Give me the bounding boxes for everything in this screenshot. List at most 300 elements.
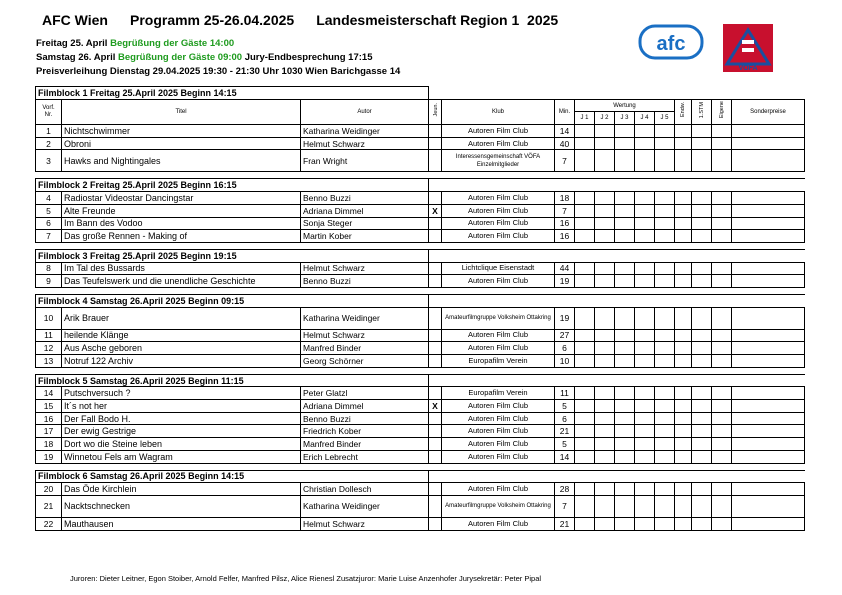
score-cell	[675, 230, 692, 243]
score-cell	[595, 400, 615, 413]
film-number: 18	[36, 438, 62, 451]
film-number: 21	[36, 495, 62, 517]
film-club: Interessensgemeinschaft VÖFA Einzelmitglieder	[442, 150, 555, 172]
score-cell	[675, 204, 692, 217]
score-cell	[635, 450, 655, 463]
score-cell	[692, 517, 712, 530]
score-cell	[615, 412, 635, 425]
film-number: 10	[36, 307, 62, 329]
film-club: Lichtclique Eisenstadt	[442, 262, 555, 275]
block-header-spacer	[429, 374, 805, 387]
block-gap-cell	[36, 172, 805, 179]
score-cell	[675, 495, 692, 517]
film-jeun-mark	[429, 230, 442, 243]
film-author: Martin Kober	[301, 230, 429, 243]
film-jeun-mark	[429, 425, 442, 438]
film-author: Katharina Weidinger	[301, 495, 429, 517]
score-cell	[595, 517, 615, 530]
film-row	[36, 329, 805, 342]
film-number: 9	[36, 275, 62, 288]
score-cell	[732, 137, 805, 150]
score-cell	[595, 342, 615, 355]
score-cell	[732, 230, 805, 243]
score-cell	[655, 495, 675, 517]
score-cell	[655, 204, 675, 217]
score-cell	[712, 400, 732, 413]
col-titel: Titel	[62, 99, 301, 124]
film-number: 12	[36, 342, 62, 355]
score-cell	[732, 495, 805, 517]
score-cell	[615, 150, 635, 172]
score-cell	[675, 307, 692, 329]
score-cell	[675, 262, 692, 275]
score-cell	[655, 355, 675, 368]
score-cell	[615, 217, 635, 230]
score-cell	[595, 355, 615, 368]
score-cell	[575, 495, 595, 517]
score-cell	[635, 387, 655, 400]
score-cell	[595, 192, 615, 205]
col-endw-label: Endw.	[680, 102, 686, 118]
score-cell	[575, 262, 595, 275]
film-jeun-mark	[429, 517, 442, 530]
score-cell	[655, 192, 675, 205]
film-number: 11	[36, 329, 62, 342]
score-cell	[615, 137, 635, 150]
score-cell	[635, 438, 655, 451]
score-cell	[635, 192, 655, 205]
film-number: 8	[36, 262, 62, 275]
film-jeun-mark: X	[429, 400, 442, 413]
film-jeun-mark	[429, 192, 442, 205]
score-cell	[595, 307, 615, 329]
film-minutes: 28	[555, 483, 575, 496]
score-cell	[732, 275, 805, 288]
col-eigene	[712, 99, 732, 124]
film-club: Autoren Film Club	[442, 137, 555, 150]
film-number: 1	[36, 125, 62, 138]
film-row	[36, 438, 805, 451]
score-cell	[615, 307, 635, 329]
block-header-spacer	[429, 294, 805, 307]
film-author: Manfred Binder	[301, 438, 429, 451]
championship-title: Landesmeisterschaft Region 1 2025	[316, 12, 559, 28]
film-author: Peter Glatzl	[301, 387, 429, 400]
score-cell	[692, 483, 712, 496]
score-cell	[732, 262, 805, 275]
block-gap	[36, 463, 805, 470]
block-header-spacer	[429, 470, 805, 483]
score-cell	[575, 342, 595, 355]
film-number: 5	[36, 204, 62, 217]
film-row	[36, 217, 805, 230]
score-cell	[732, 217, 805, 230]
film-club: Europafilm Verein	[442, 387, 555, 400]
score-cell	[615, 275, 635, 288]
film-title: Nacktschnecken	[62, 495, 301, 517]
film-author: Helmut Schwarz	[301, 262, 429, 275]
film-title: Obroni	[62, 137, 301, 150]
film-club: Amateurfilmgruppe Volksheim Ottakring	[442, 307, 555, 329]
film-club: Autoren Film Club	[442, 425, 555, 438]
film-jeun-mark	[429, 275, 442, 288]
score-cell	[732, 438, 805, 451]
score-cell	[732, 425, 805, 438]
score-cell	[655, 483, 675, 496]
block-label: Filmblock 4 Samstag 26.April 2025 Beginn 09:15	[36, 294, 429, 307]
score-cell	[732, 387, 805, 400]
score-cell	[692, 495, 712, 517]
score-cell	[595, 495, 615, 517]
score-cell	[732, 355, 805, 368]
score-cell	[712, 412, 732, 425]
film-minutes: 6	[555, 342, 575, 355]
score-cell	[635, 137, 655, 150]
film-row	[36, 495, 805, 517]
film-jeun-mark	[429, 355, 442, 368]
score-cell	[712, 483, 732, 496]
col-endw	[675, 99, 692, 124]
film-title: Das Teufelswerk und die unendliche Geschichte	[62, 275, 301, 288]
score-cell	[692, 137, 712, 150]
score-cell	[635, 495, 655, 517]
score-cell	[655, 412, 675, 425]
score-cell	[692, 125, 712, 138]
film-minutes: 44	[555, 262, 575, 275]
block-header-spacer	[429, 87, 805, 100]
score-cell	[732, 412, 805, 425]
block-label: Filmblock 5 Samstag 26.April 2025 Beginn 11:15	[36, 374, 429, 387]
score-cell	[675, 125, 692, 138]
film-club: Autoren Film Club	[442, 483, 555, 496]
score-cell	[712, 342, 732, 355]
block-header	[36, 179, 805, 192]
score-cell	[692, 217, 712, 230]
score-cell	[655, 230, 675, 243]
score-cell	[675, 450, 692, 463]
film-jeun-mark	[429, 329, 442, 342]
score-cell	[575, 387, 595, 400]
info-line-friday: Freitag 25. April Begrüßung der Gäste 14:00	[36, 38, 235, 49]
score-cell	[595, 275, 615, 288]
block-label: Filmblock 3 Freitag 25.April 2025 Beginn 19:15	[36, 249, 429, 262]
score-cell	[655, 342, 675, 355]
score-cell	[712, 355, 732, 368]
film-title: Aus Asche geboren	[62, 342, 301, 355]
film-title: Alte Freunde	[62, 204, 301, 217]
film-club: Autoren Film Club	[442, 192, 555, 205]
block-gap-cell	[36, 367, 805, 374]
film-author: Georg Schörner	[301, 355, 429, 368]
film-title: Mauthausen	[62, 517, 301, 530]
col-juror-2: J 2	[595, 112, 615, 125]
score-cell	[615, 204, 635, 217]
film-number: 7	[36, 230, 62, 243]
score-cell	[655, 307, 675, 329]
score-cell	[692, 307, 712, 329]
block-gap-cell	[36, 463, 805, 470]
score-cell	[692, 400, 712, 413]
page-title	[42, 12, 580, 28]
film-author: Helmut Schwarz	[301, 517, 429, 530]
score-cell	[595, 387, 615, 400]
score-cell	[732, 329, 805, 342]
film-minutes: 6	[555, 412, 575, 425]
film-title: Notruf 122 Archiv	[62, 355, 301, 368]
col-stm-label: 1.STM	[698, 101, 705, 118]
block-gap	[36, 367, 805, 374]
score-cell	[732, 125, 805, 138]
score-cell	[635, 517, 655, 530]
svg-text:afc: afc	[656, 33, 686, 55]
film-minutes: 27	[555, 329, 575, 342]
score-cell	[675, 425, 692, 438]
score-cell	[595, 483, 615, 496]
film-author: Benno Buzzi	[301, 412, 429, 425]
score-cell	[615, 483, 635, 496]
score-cell	[635, 217, 655, 230]
score-cell	[615, 262, 635, 275]
film-title: Im Tal des Bussards	[62, 262, 301, 275]
film-number: 2	[36, 137, 62, 150]
score-cell	[575, 400, 595, 413]
score-cell	[692, 192, 712, 205]
score-cell	[692, 329, 712, 342]
film-club: Autoren Film Club	[442, 217, 555, 230]
block-header	[36, 470, 805, 483]
film-author: Benno Buzzi	[301, 275, 429, 288]
score-cell	[712, 217, 732, 230]
score-cell	[575, 125, 595, 138]
score-cell	[655, 517, 675, 530]
score-cell	[675, 517, 692, 530]
score-cell	[575, 192, 595, 205]
film-club: Autoren Film Club	[442, 275, 555, 288]
film-jeun-mark	[429, 125, 442, 138]
score-cell	[615, 125, 635, 138]
film-title: Nichtschwimmer	[62, 125, 301, 138]
film-jeun-mark	[429, 450, 442, 463]
programm-dates: Programm 25-26.04.2025	[129, 12, 295, 28]
film-jeun-mark	[429, 262, 442, 275]
block-label: Filmblock 1 Freitag 25.April 2025 Beginn 14:15	[36, 87, 429, 100]
film-minutes: 7	[555, 150, 575, 172]
film-jeun-mark	[429, 150, 442, 172]
score-cell	[675, 329, 692, 342]
score-cell	[575, 307, 595, 329]
score-cell	[595, 204, 615, 217]
block-header	[36, 249, 805, 262]
score-cell	[575, 150, 595, 172]
film-row	[36, 275, 805, 288]
score-cell	[655, 438, 675, 451]
film-row	[36, 137, 805, 150]
score-cell	[712, 450, 732, 463]
block-gap-cell	[36, 242, 805, 249]
col-vorf: Vorf. Nr.	[36, 99, 62, 124]
film-minutes: 10	[555, 355, 575, 368]
film-jeun-mark	[429, 387, 442, 400]
score-cell	[732, 517, 805, 530]
score-cell	[712, 329, 732, 342]
score-cell	[712, 495, 732, 517]
score-cell	[635, 329, 655, 342]
score-cell	[675, 400, 692, 413]
film-row	[36, 355, 805, 368]
score-cell	[655, 262, 675, 275]
column-header-row	[36, 99, 805, 112]
col-juror-3: J 3	[615, 112, 635, 125]
film-title: heilende Klänge	[62, 329, 301, 342]
info-line-award: Preisverleihung Dienstag 29.04.2025 19:30 - 21:30 Uhr 1030 Wien Barichgasse 14	[36, 66, 401, 77]
film-club: Amateurfilmgruppe Volksheim Ottakring	[442, 495, 555, 517]
film-row	[36, 262, 805, 275]
film-club: Autoren Film Club	[442, 400, 555, 413]
score-cell	[575, 355, 595, 368]
score-cell	[635, 412, 655, 425]
film-row	[36, 387, 805, 400]
score-cell	[595, 217, 615, 230]
score-cell	[595, 450, 615, 463]
score-cell	[692, 425, 712, 438]
film-author: Adriana Dimmel	[301, 204, 429, 217]
film-club: Autoren Film Club	[442, 438, 555, 451]
film-row	[36, 204, 805, 217]
score-cell	[655, 400, 675, 413]
film-minutes: 21	[555, 517, 575, 530]
score-cell	[575, 438, 595, 451]
score-cell	[575, 483, 595, 496]
score-cell	[692, 355, 712, 368]
score-cell	[675, 342, 692, 355]
film-title: Der Fall Bodo H.	[62, 412, 301, 425]
film-number: 6	[36, 217, 62, 230]
score-cell	[675, 150, 692, 172]
info-line-saturday: Samstag 26. April Begrüßung der Gäste 09:00 Jury-Endbesprechung 17:15	[36, 52, 373, 63]
score-cell	[575, 217, 595, 230]
film-row	[36, 517, 805, 530]
col-club: Klub	[442, 99, 555, 124]
block-gap	[36, 172, 805, 179]
score-cell	[655, 137, 675, 150]
score-cell	[575, 412, 595, 425]
score-cell	[712, 438, 732, 451]
film-minutes: 7	[555, 204, 575, 217]
film-jeun-mark	[429, 137, 442, 150]
score-cell	[655, 125, 675, 138]
film-row	[36, 400, 805, 413]
film-row	[36, 307, 805, 329]
score-cell	[692, 204, 712, 217]
score-cell	[635, 307, 655, 329]
svg-text:VÖFA: VÖFA	[738, 65, 758, 72]
block-header	[36, 87, 805, 100]
film-author: Friedrich Kober	[301, 425, 429, 438]
score-cell	[732, 307, 805, 329]
score-cell	[575, 450, 595, 463]
score-cell	[635, 204, 655, 217]
score-cell	[675, 275, 692, 288]
score-cell	[615, 400, 635, 413]
score-cell	[732, 204, 805, 217]
col-wertung: Wertung	[575, 99, 675, 112]
col-min: Min.	[555, 99, 575, 124]
film-club: Autoren Film Club	[442, 450, 555, 463]
col-jeun	[429, 99, 442, 124]
film-number: 20	[36, 483, 62, 496]
film-number: 16	[36, 412, 62, 425]
film-title: Das Öde Kirchlein	[62, 483, 301, 496]
score-cell	[732, 192, 805, 205]
score-cell	[635, 355, 655, 368]
score-cell	[575, 329, 595, 342]
film-title: Arik Brauer	[62, 307, 301, 329]
score-cell	[595, 412, 615, 425]
film-minutes: 11	[555, 387, 575, 400]
score-cell	[692, 387, 712, 400]
score-cell	[575, 425, 595, 438]
score-cell	[675, 483, 692, 496]
score-cell	[712, 137, 732, 150]
film-author: Manfred Binder	[301, 342, 429, 355]
jury-footer: Juroren: Dieter Leitner, Egon Stoiber, Arnold Felfer, Manfred Pilsz, Alice Rienesl Zusatzjuror: Marie Luise Anzenhofer Jurysekretär: Peter Pipal	[70, 574, 542, 583]
score-cell	[595, 262, 615, 275]
film-jeun-mark	[429, 307, 442, 329]
score-cell	[615, 329, 635, 342]
score-cell	[712, 125, 732, 138]
film-author: Helmut Schwarz	[301, 329, 429, 342]
score-cell	[692, 342, 712, 355]
film-author: Helmut Schwarz	[301, 137, 429, 150]
block-header-spacer	[429, 249, 805, 262]
score-cell	[712, 230, 732, 243]
score-cell	[655, 387, 675, 400]
score-cell	[712, 192, 732, 205]
film-minutes: 5	[555, 438, 575, 451]
score-cell	[732, 400, 805, 413]
film-jeun-mark	[429, 342, 442, 355]
score-cell	[655, 329, 675, 342]
film-title: Radiostar Videostar Dancingstar	[62, 192, 301, 205]
score-cell	[655, 217, 675, 230]
film-minutes: 14	[555, 125, 575, 138]
film-club: Autoren Film Club	[442, 329, 555, 342]
block-header-spacer	[429, 179, 805, 192]
film-author: Katharina Weidinger	[301, 125, 429, 138]
score-cell	[615, 425, 635, 438]
film-row	[36, 342, 805, 355]
score-cell	[692, 412, 712, 425]
film-jeun-mark	[429, 438, 442, 451]
film-title: Putschversuch ?	[62, 387, 301, 400]
film-minutes: 5	[555, 400, 575, 413]
score-cell	[635, 150, 655, 172]
score-cell	[732, 150, 805, 172]
col-sonderpreise: Sonderpreise	[732, 99, 805, 124]
vofa-logo	[723, 24, 773, 72]
film-jeun-mark	[429, 495, 442, 517]
block-label: Filmblock 2 Freitag 25.April 2025 Beginn 16:15	[36, 179, 429, 192]
col-stm	[692, 99, 712, 124]
score-cell	[712, 517, 732, 530]
score-cell	[675, 217, 692, 230]
film-jeun-mark: X	[429, 204, 442, 217]
film-number: 22	[36, 517, 62, 530]
score-cell	[595, 329, 615, 342]
film-title: Das große Rennen - Making of	[62, 230, 301, 243]
col-jeun-label: Jeun.	[433, 103, 439, 117]
film-author: Fran Wright	[301, 150, 429, 172]
